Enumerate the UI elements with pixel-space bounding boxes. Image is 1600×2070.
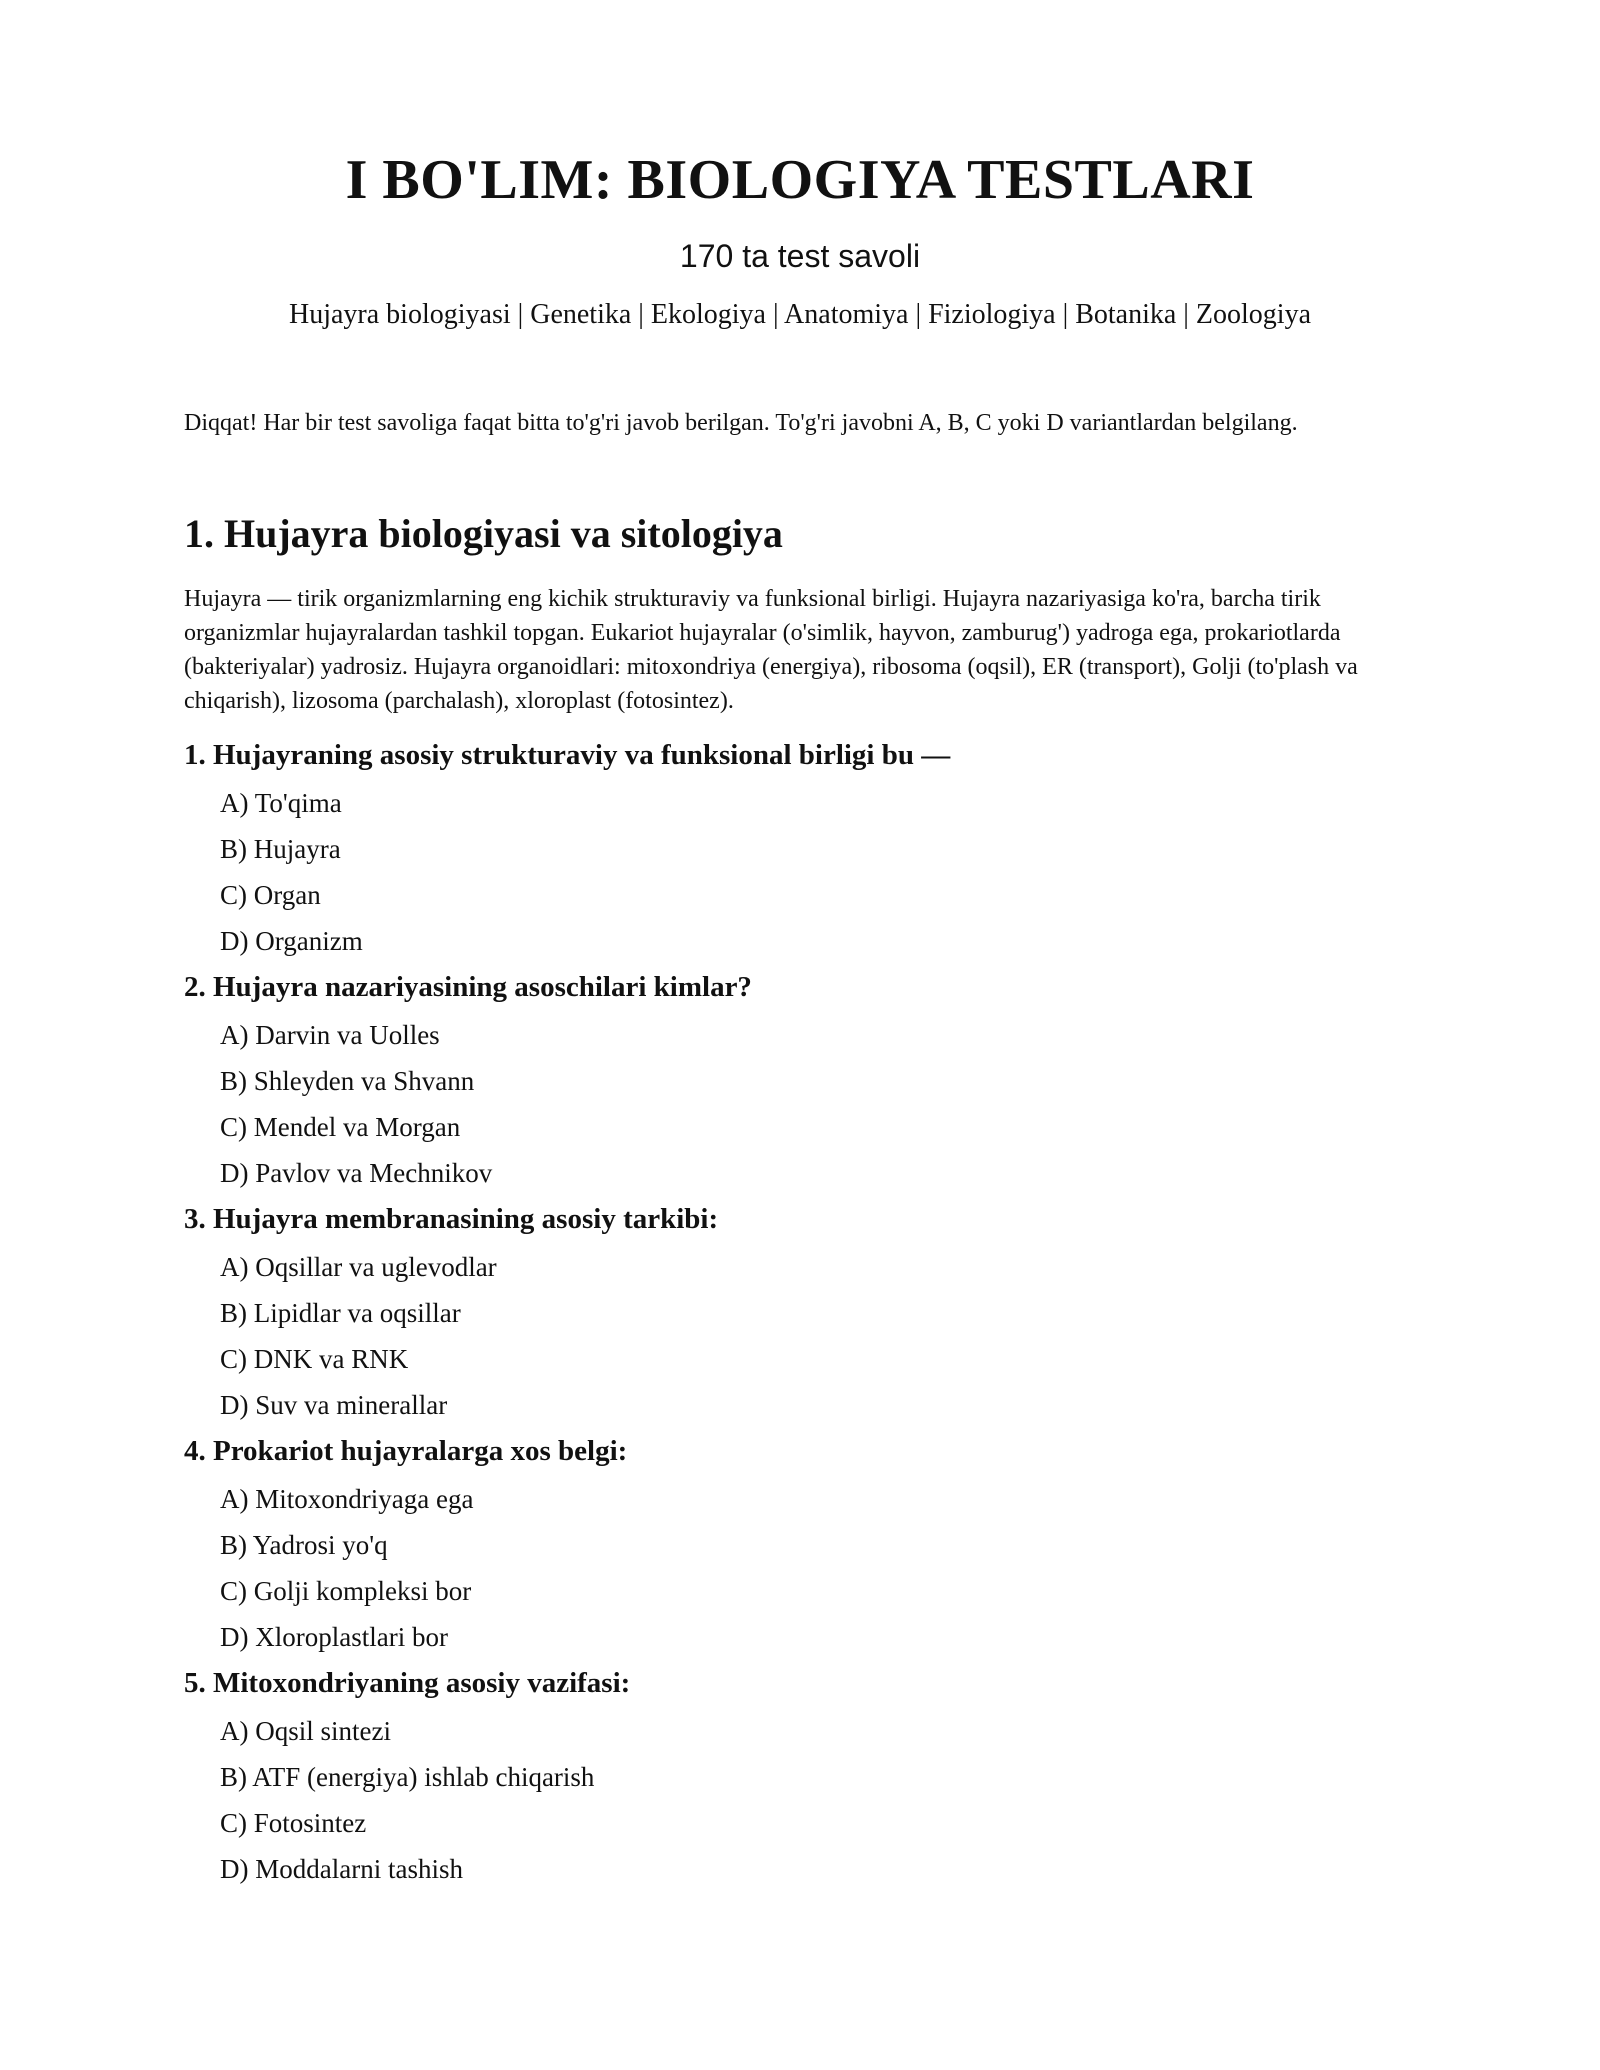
question-text: 5. Mitoxondriyaning asosiy vazifasi: [184,1667,631,1699]
question-text: 4. Prokariot hujayralarga xos belgi: [184,1435,628,1467]
document-subtitle: 170 ta test savoli [679,238,921,274]
question-3 [184,1200,1434,1432]
answer-option-c: C) DNK va RNK [220,1344,409,1374]
answer-option-b: B) ATF (energiya) ishlab chiqarish [220,1762,595,1792]
answer-option-b: B) Hujayra [220,834,341,864]
question-text: 3. Hujayra membranasining asosiy tarkibi: [184,1203,719,1235]
answer-option-b: B) Lipidlar va oqsillar [220,1298,461,1328]
question-text: 2. Hujayra nazariyasining asoschilari kimlar? [184,971,752,1003]
answer-option-d: D) Pavlov va Mechnikov [220,1158,493,1188]
question-4 [184,1432,1434,1664]
answer-option-d: D) Suv va minerallar [220,1390,448,1420]
answer-option-a: A) Oqsil sintezi [220,1716,391,1746]
topic-list: Hujayra biologiyasi | Genetika | Ekologiya | Anatomiya | Fiziologiya | Botanika | Zoologiya [289,299,1311,330]
answer-option-a: A) Mitoxondriyaga ega [220,1484,474,1514]
question-1 [184,736,1434,968]
answer-option-d: D) Xloroplastlari bor [220,1622,448,1652]
question-list [184,736,1434,1896]
answer-option-b: B) Yadrosi yo'q [220,1530,388,1560]
answer-option-a: A) Oqsillar va uglevodlar [220,1252,497,1282]
question-2 [184,968,1434,1200]
answer-option-c: C) Organ [220,880,321,910]
answer-option-d: D) Moddalarni tashish [220,1854,463,1884]
section-heading: 1. Hujayra biologiyasi va sitologiya [184,511,783,556]
instructions-notice: Diqqat! Har bir test savoliga faqat bitta to'g'ri javob berilgan. To'g'ri javobni A, B, C yoki D variantlardan belgilang. [184,410,1298,436]
document-title: I BO'LIM: BIOLOGIYA TESTLARI [345,149,1255,211]
section-intro: Hujayra — tirik organizmlarning eng kichik strukturaviy va funksional birligi. Hujayra nazariyasiga ko'ra, barcha tirik organizmlar hujayralardan tashkil topgan. Eukariot hujayralar (o'simlik, hayvon, zamburug') yadroga ega, prokariotlarda (bakteriyalar) yadrosiz. Hujayra organoidlari: mitoxondriya (energiya), ribosoma (oqsil), ER (transport), Golji (to'plash va chiqarish), lizosoma (parchalash), xloroplast (fotosintez). [184,586,1358,714]
answer-option-c: C) Mendel va Morgan [220,1112,461,1142]
answer-option-d: D) Organizm [220,926,363,956]
question-5 [184,1664,1434,1896]
answer-option-a: A) Darvin va Uolles [220,1020,440,1050]
question-text: 1. Hujayraning asosiy strukturaviy va funksional birligi bu — [184,739,951,771]
answer-option-b: B) Shleyden va Shvann [220,1066,475,1096]
answer-option-a: A) To'qima [220,788,342,818]
answer-option-c: C) Fotosintez [220,1808,367,1838]
answer-option-c: C) Golji kompleksi bor [220,1576,472,1606]
